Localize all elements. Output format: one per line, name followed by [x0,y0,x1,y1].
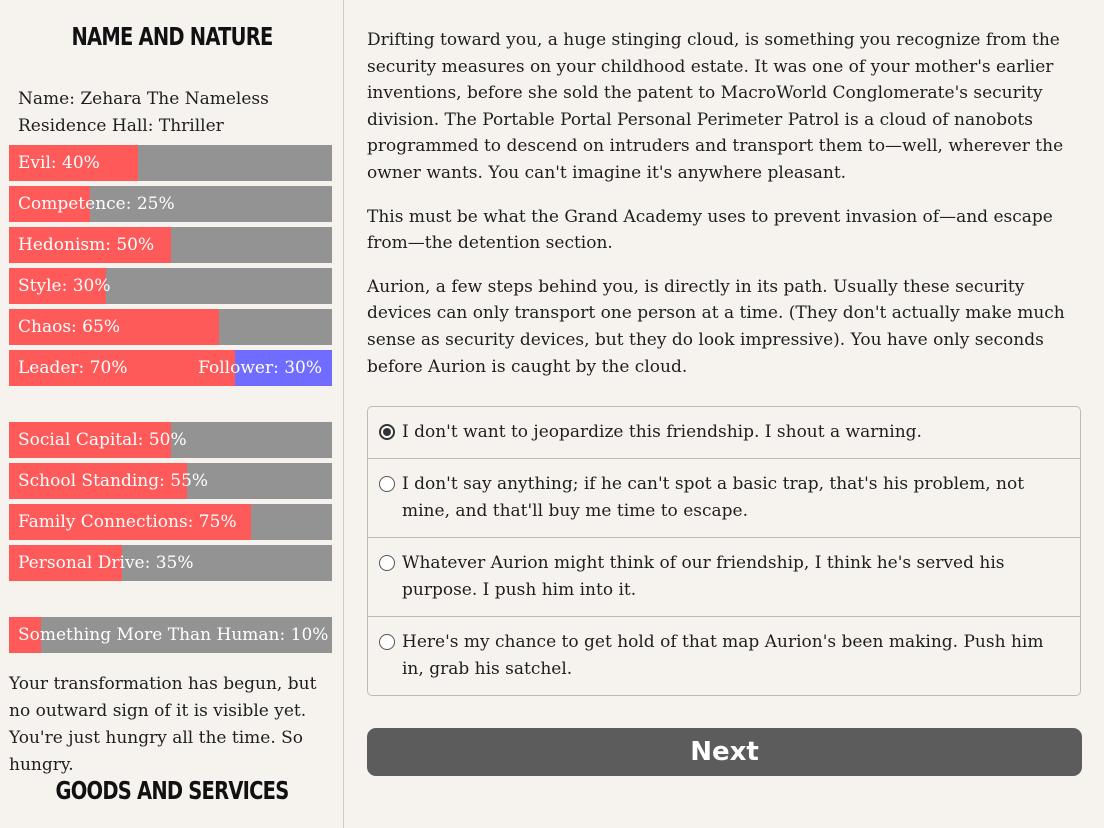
choice-option-warn[interactable] [368,407,1080,458]
goods-and-services-heading: GOODS AND SERVICES [55,776,289,805]
choice-option-push-him[interactable] [368,537,1080,616]
stat-bar-competence [9,186,332,222]
story-text [367,27,1083,380]
stat-bar-style [9,268,332,304]
stat-label: Evil: 40% [18,153,100,173]
story-paragraph: Aurion, a few steps behind you, is directly in its path. Usually these security devices can only transport one person at a time. (They don't actually make much sense as security devices, but they do look impressive). You have only seconds before Aurion is caught by the cloud. [367,276,1065,377]
stat-bar-social-capital [9,422,332,458]
choice-label: I don't say anything; if he can't spot a basic trap, that's his problem, not mine, and that'll buy me time to escape. [402,474,1025,521]
next-button[interactable]: Next [367,728,1082,776]
choice-label: I don't want to jeopardize this friendship. I shout a warning. [402,422,922,442]
stat-bar-personal-drive [9,545,332,581]
character-name: Name: Zehara The Nameless [18,89,269,109]
choice-label: Here's my chance to get hold of that map Aurion's been making. Push him in, grab his satchel. [402,632,1044,679]
choice-option-stay-silent[interactable] [368,458,1080,537]
stat-label: Family Connections: 75% [18,512,237,532]
stat-label: School Standing: 55% [18,471,209,491]
stat-bar-hedonism [9,227,332,263]
residence-hall: Residence Hall: Thriller [18,116,224,136]
stat-bar-family-connections [9,504,332,540]
radio-button-icon[interactable] [379,476,395,492]
choice-list [367,406,1081,696]
leader-label: Leader: 70% [18,358,128,378]
transformation-description: Your transformation has begun, but no outward sign of it is visible yet. You're just hungry all the time. So hungry. [9,674,317,775]
choice-option-grab-satchel[interactable] [368,616,1080,695]
radio-button-icon[interactable] [379,634,395,650]
stat-bar-chaos [9,309,332,345]
stat-bar-something-more-than-human [9,617,332,653]
stat-label: Social Capital: 50% [18,430,187,450]
stat-label: Something More Than Human: 10% [18,625,329,645]
stats-sidebar [0,0,344,828]
story-paragraph: Drifting toward you, a huge stinging cloud, is something you recognize from the security measures on your childhood estate. It was one of your mother's earlier inventions, before she sold the patent to MacroWorld Conglomerate's security division. The Portable Portal Personal Perimeter Patrol is a cloud of nanobots programmed to descend on intruders and transport them to—well, wherever the owner wants. You can't imagine it's anywhere pleasant. [367,30,1064,183]
stat-label: Competence: 25% [18,194,175,214]
stat-label: Personal Drive: 35% [18,553,194,573]
stat-label: Chaos: 65% [18,317,120,337]
stat-label: Style: 30% [18,276,111,296]
story-panel [367,27,1083,397]
stat-bar-evil [9,145,332,181]
opposed-bar-leader-follower [9,350,332,386]
follower-label: Follower: 30% [198,358,322,378]
story-paragraph: This must be what the Grand Academy uses to prevent invasion of—and escape from—the detention section. [367,206,1053,254]
choice-label: Whatever Aurion might think of our friendship, I think he's served his purpose. I push him into it. [402,553,1005,600]
radio-button-icon[interactable] [379,555,395,571]
name-and-nature-heading: NAME AND NATURE [71,22,273,51]
stat-bar-school-standing [9,463,332,499]
stat-label: Hedonism: 50% [18,235,155,255]
radio-button-icon[interactable] [379,424,395,440]
